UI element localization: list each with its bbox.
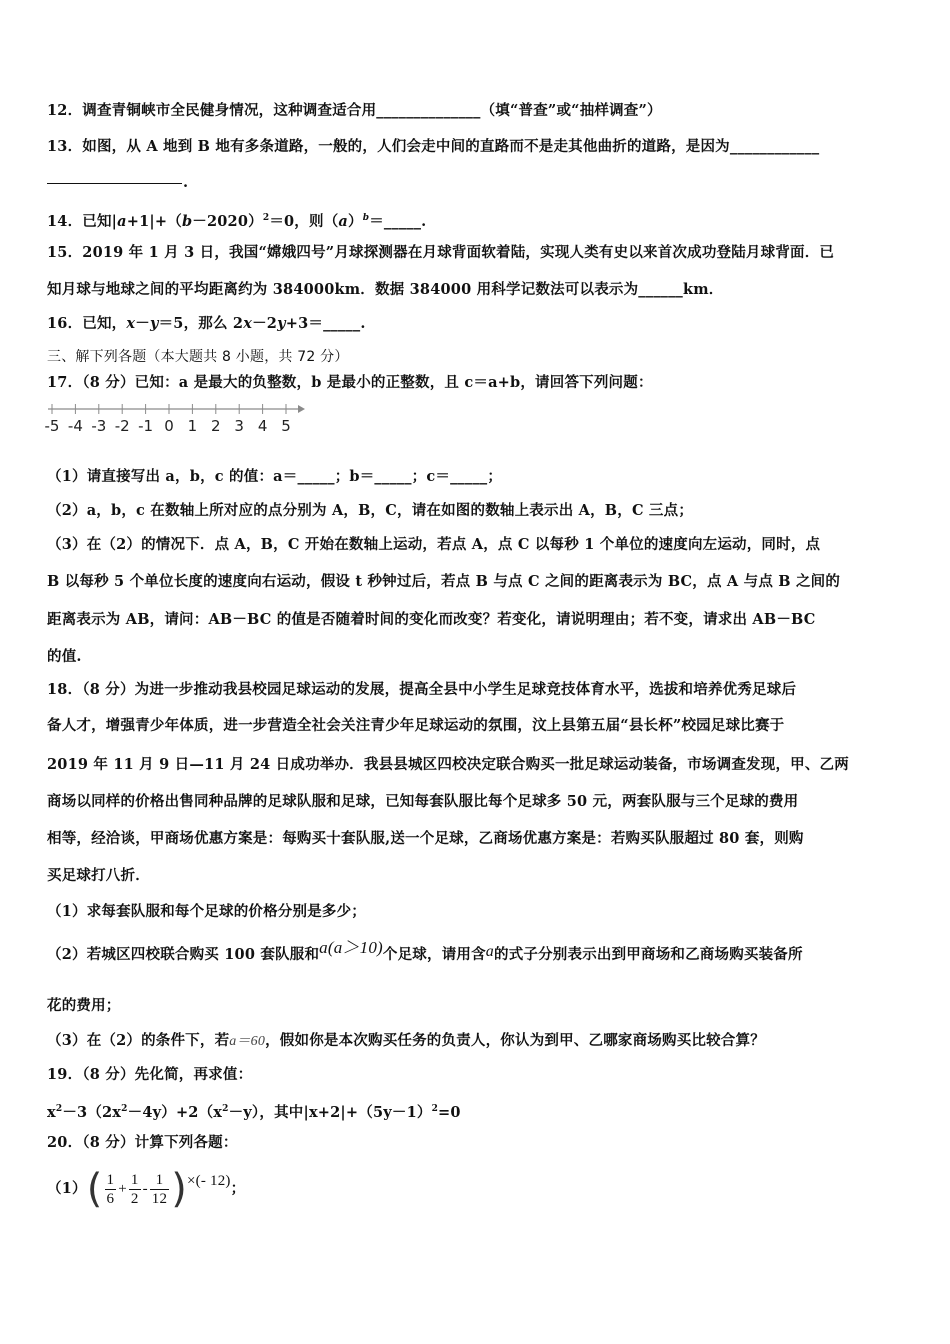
number-line-labels xyxy=(45,417,291,435)
q18-p2-text-b: 个足球，请用含 xyxy=(382,946,486,963)
number-line-label: -5 xyxy=(44,417,60,435)
q19-expr-4: －y），其中|x+2|+（5y－1） xyxy=(228,1103,432,1121)
question-20-part1 xyxy=(47,1166,245,1212)
question-18-part2-line2: 花的费用； xyxy=(47,997,121,1014)
right-paren: ) xyxy=(171,1166,188,1212)
q14-text-h: ） xyxy=(348,212,363,230)
number-line-label: -4 xyxy=(67,417,83,435)
q20-end-punct: ； xyxy=(230,1180,246,1197)
q18-p2-var-a: a xyxy=(485,943,494,960)
question-15-line2: 知月球与地球之间的平均距离约为 384000km．数据 384000 用科学记数法可以表示为______km． xyxy=(47,281,724,298)
q19-exp-3: 2 xyxy=(222,1104,229,1114)
number-line-label: 0 xyxy=(164,417,174,435)
q16-text-e: ＝5，那么 2 xyxy=(158,315,244,332)
q16-var-y: y xyxy=(149,315,159,332)
question-18-line4: 商场以同样的价格出售同种品牌的足球队服和足球，已知每套队服比每个足球多 50 元，两套队服与三个足球的费用 xyxy=(47,793,799,810)
q14-var-a2: a xyxy=(338,212,349,230)
q14-text-c: +1|+（ xyxy=(126,212,182,230)
plus-sign: + xyxy=(118,1181,127,1197)
q19-expr-5: =0 xyxy=(438,1103,461,1121)
q20-part1-label: （1） xyxy=(47,1180,87,1197)
question-18-line3: 2019 年 11 月 9 日—11 月 24 日成功举办．我县县城区四校决定联合购买一批足球运动装备，市场调查发现，甲、乙两 xyxy=(47,756,849,773)
fraction-1-12: $\frac{1}{12}$ xyxy=(151,1172,168,1208)
number-line-label: 3 xyxy=(234,417,244,435)
question-17-part3-line4: 的值. xyxy=(47,648,82,665)
q19-expr-2: －3（2x xyxy=(62,1103,122,1121)
number-line-label: -1 xyxy=(138,417,154,435)
q16-var-x2: x xyxy=(243,315,253,332)
question-13-line1: 13．如图，从 A 地到 B 地有多条道路，一般的，人们会走中间的直路而不是走其他曲折的道路，是因为____________ xyxy=(47,138,820,155)
q16-text-i: +3＝_____. xyxy=(285,315,366,332)
section-3-heading: 三、解下列各题（本大题共 8 小题，共 72 分） xyxy=(47,349,349,365)
question-17-part3-line2: B 以每秒 5 个单位长度的速度向右运动，假设 t 秒钟过后，若点 B 与点 C 之间的距离表示为 BC，点 A 与点 B 之间的 xyxy=(47,573,841,590)
q14-text-e: －2020） xyxy=(192,212,263,230)
question-14 xyxy=(47,208,426,232)
number-line-label: 2 xyxy=(211,417,221,435)
question-18-line1: 18．（8 分）为进一步推动我县校园足球运动的发展，提高全县中小学生足球竞技体育水平，选拔和培养优秀足球后 xyxy=(47,681,797,698)
q18-p3-text-a: （3）在（2）的条件下，若 xyxy=(47,1032,230,1049)
number-line-label: 1 xyxy=(187,417,198,435)
q20-multiplier: ×(- 12) xyxy=(187,1173,231,1189)
question-17-part2: （2）a，b，c 在数轴上所对应的点分别为 A，B，C，请在如图的数轴上表示出 A，B，C 三点； xyxy=(47,502,694,519)
question-19-expression xyxy=(47,1099,461,1123)
q14-exp-2: 2 xyxy=(262,213,270,223)
question-17-part3-line3: 距离表示为 AB，请问：AB－BC 的值是否随着时间的变化而改变？若变化，请说明理由；若不变，请求出 AB－BC xyxy=(47,611,816,628)
q18-p3-math: a＝60 xyxy=(229,1034,266,1049)
question-18-part2 xyxy=(47,938,803,965)
left-paren: ( xyxy=(86,1166,103,1212)
number-line-arrow xyxy=(298,405,305,413)
q14-text-f: ＝0，则（ xyxy=(269,212,339,230)
question-18-line6: 买足球打八折． xyxy=(47,867,150,884)
q16-minus: － xyxy=(135,315,150,332)
number-line-label: 4 xyxy=(257,417,268,435)
question-17-part3-line1: （3）在（2）的情况下．点 A，B，C 开始在数轴上运动，若点 A，点 C 以每秒 1 个单位的速度向左运动，同时，点 xyxy=(47,536,821,553)
q16-var-y2: y xyxy=(277,315,286,332)
question-19-title: 19．（8 分）先化简，再求值： xyxy=(47,1066,253,1083)
q19-expr-3: －4y）+2（x xyxy=(127,1103,223,1121)
q18-p2-text-a: （2）若城区四校联合购买 100 套队服和 xyxy=(47,946,320,963)
question-15-line1: 15．2019 年 1 月 3 日，我国“嫦娥四号”月球探测器在月球背面软着陆，实现人类有史以来首次成功登陆月球背面．已 xyxy=(47,244,835,261)
question-13-answer-blank xyxy=(47,181,182,184)
q16-var-x: x xyxy=(126,315,136,332)
number-line-label: -2 xyxy=(114,417,130,435)
number-line-label: -3 xyxy=(91,417,107,435)
fraction-1-2: $\frac{1}{2}$ xyxy=(130,1172,139,1208)
question-16 xyxy=(47,314,366,334)
q14-text-i: ＝_____. xyxy=(369,212,427,230)
question-20-title: 20．（8 分）计算下列各题： xyxy=(47,1134,238,1151)
question-13-line2-end: . xyxy=(183,174,189,191)
question-17-title: 17．（8 分）已知：a 是最大的负整数，b 是最小的正整数，且 c＝a+b，请回答下列问题： xyxy=(47,374,653,391)
question-18-line5: 相等，经洽谈，甲商场优惠方案是：每购买十套队服,送一个足球，乙商场优惠方案是：若购买队服超过 80 套，则购 xyxy=(47,830,804,847)
q19-exp-1: 2 xyxy=(55,1104,63,1114)
q16-text-g: －2 xyxy=(252,315,278,332)
question-18-line2: 备人才，增强青少年体质，进一步营造全社会关注青少年足球运动的氛围，汶上县第五届“县长杯”校园足球比赛于 xyxy=(47,717,785,734)
q18-p3-text-b: ，假如你是本次购买任务的负责人，你认为到甲、乙哪家商场购买比较合算？ xyxy=(265,1032,765,1049)
question-12: 12．调查青铜峡市全民健身情况，这种调查适合用______________（填“普查”或“抽样调查”） xyxy=(47,102,662,119)
number-line-label: 5 xyxy=(281,417,291,435)
q19-exp-2: 2 xyxy=(121,1104,128,1114)
q19-exp-4: 2 xyxy=(431,1104,439,1114)
q14-var-b: b xyxy=(181,212,193,230)
fraction-1-6: $\frac{1}{6}$ xyxy=(106,1172,115,1208)
q16-text-a: 16．已知， xyxy=(47,315,127,332)
q18-p2-text-c: 的式子分别表示出到甲商场和乙商场购买装备所 xyxy=(494,946,803,963)
q14-exp-b: b xyxy=(362,213,370,223)
q18-p2-math-a: a(a＞10) xyxy=(319,938,383,957)
number-line xyxy=(44,398,314,438)
question-18-part3 xyxy=(47,1031,765,1052)
question-17-part1: （1）请直接写出 a，b，c 的值：a＝_____；b＝_____；c＝_____； xyxy=(47,468,503,485)
question-18-part1: （1）求每套队服和每个足球的价格分别是多少； xyxy=(47,903,366,920)
q14-text-a: 14．已知| xyxy=(47,212,118,230)
q14-var-a: a xyxy=(117,212,127,230)
q19-expr-1: x xyxy=(47,1103,56,1121)
minus-sign: - xyxy=(142,1181,148,1197)
